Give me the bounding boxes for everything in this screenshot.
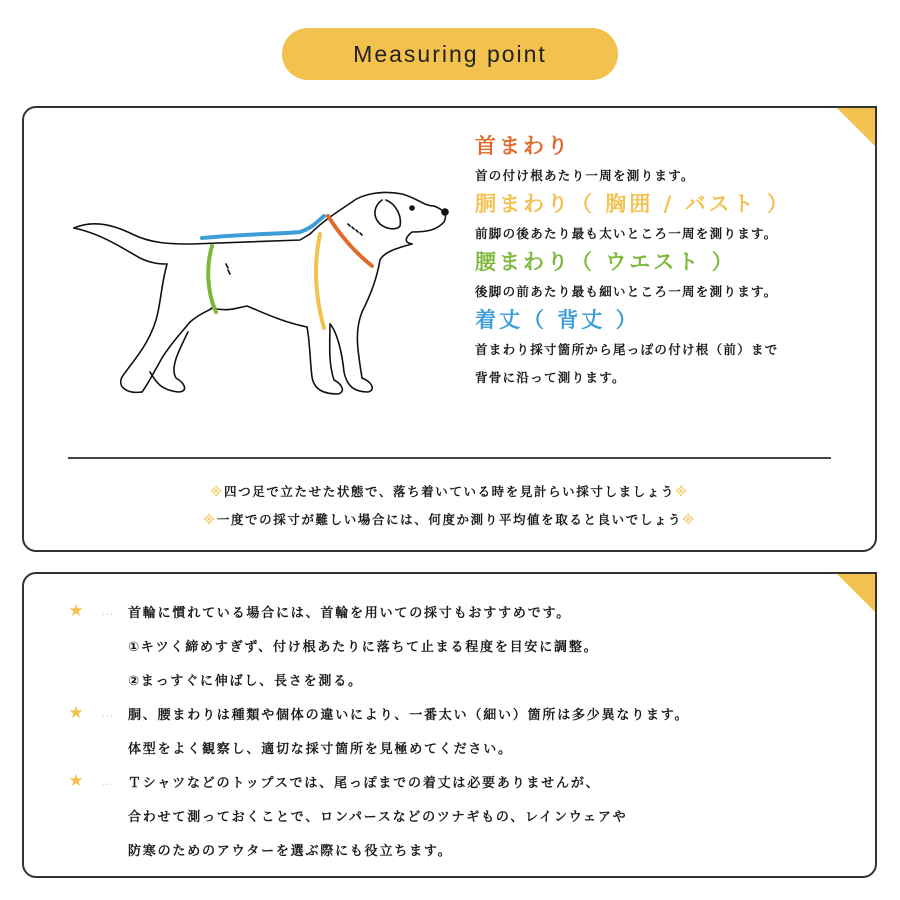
tip-continuation xyxy=(64,662,855,696)
tip-text: 首輪に慣れている場合には、首輪を用いての採寸もおすすめです。 xyxy=(128,605,572,621)
section-title: Measuring point xyxy=(353,40,547,67)
tips-list xyxy=(64,594,855,866)
reference-mark-icon: ※ xyxy=(203,512,217,527)
point-desc-waist: 後脚の前あたり最も細いところ一周を測ります。 xyxy=(475,284,778,299)
tip-continuation xyxy=(64,730,855,764)
note-text: 一度での採寸が難しい場合には、何度か測り平均値を取ると良いでしょう xyxy=(216,512,683,527)
tip-item xyxy=(64,594,855,628)
reference-mark-icon: ※ xyxy=(210,484,225,499)
tips-card xyxy=(22,572,877,878)
ellipsis-icon: … xyxy=(101,604,115,618)
point-chest xyxy=(475,190,865,248)
tip-text: 体型をよく観察し、適切な採寸箇所を見極めてください。 xyxy=(128,741,513,757)
tip-text: 防寒のためのアウターを選ぶ際にも役立ちます。 xyxy=(128,843,453,859)
tip-item xyxy=(64,696,855,730)
divider xyxy=(68,457,831,459)
tip-text: ②まっすぐに伸ばし、長さを測る。 xyxy=(128,673,363,689)
tip-text: 合わせて測っておくことで、ロンパースなどのツナギもの、レインウェアや xyxy=(128,809,628,825)
point-title-length: 着丈（ 背丈 ） xyxy=(475,308,640,332)
tip-item xyxy=(64,764,855,798)
tip-continuation xyxy=(64,798,855,832)
tip-text: 胴、腰まわりは種類や個体の違いにより、一番太い（細い）箇所は多少異なります。 xyxy=(128,707,690,723)
measurement-card xyxy=(22,106,877,552)
point-desc-length-1: 首まわり採寸箇所から尾っぽの付け根（前）まで xyxy=(475,342,779,357)
point-length xyxy=(475,306,865,392)
tip-text: Ｔシャツなどのトップスでは、尾っぽまでの着丈は必要ありませんが、 xyxy=(128,775,601,791)
point-desc-neck: 首の付け根あたり一周を測ります。 xyxy=(475,168,695,183)
note-1 xyxy=(24,478,875,506)
point-waist xyxy=(475,248,865,306)
tip-continuation xyxy=(64,628,855,662)
measurement-points xyxy=(475,132,865,392)
tip-continuation xyxy=(64,832,855,866)
notes xyxy=(24,478,875,534)
tip-text: ①キツく締めすぎず、付け根あたりに落ちて止まる程度を目安に調整。 xyxy=(128,639,599,655)
point-title-chest: 胴まわり（ 胸囲 / バスト ） xyxy=(475,192,791,216)
point-title-neck: 首まわり xyxy=(475,134,571,158)
dog-illustration xyxy=(62,172,462,412)
star-icon: ★ xyxy=(68,703,84,723)
note-text: 四つ足で立たせた状態で、落ち着いている時を見計らい採寸しましょう xyxy=(224,484,675,499)
ellipsis-icon: … xyxy=(101,774,115,788)
reference-mark-icon: ※ xyxy=(682,512,696,527)
point-neck xyxy=(475,132,865,190)
star-icon: ★ xyxy=(68,601,84,621)
star-icon: ★ xyxy=(68,771,84,791)
point-desc-chest: 前脚の後あたり最も太いところ一周を測ります。 xyxy=(475,226,778,241)
reference-mark-icon: ※ xyxy=(674,484,689,499)
ellipsis-icon: … xyxy=(101,706,115,720)
section-title-badge xyxy=(282,28,618,80)
note-2 xyxy=(24,506,875,534)
point-title-waist: 腰まわり（ ウエスト ） xyxy=(475,250,736,274)
point-desc-length-2: 背骨に沿って測ります。 xyxy=(475,370,626,385)
